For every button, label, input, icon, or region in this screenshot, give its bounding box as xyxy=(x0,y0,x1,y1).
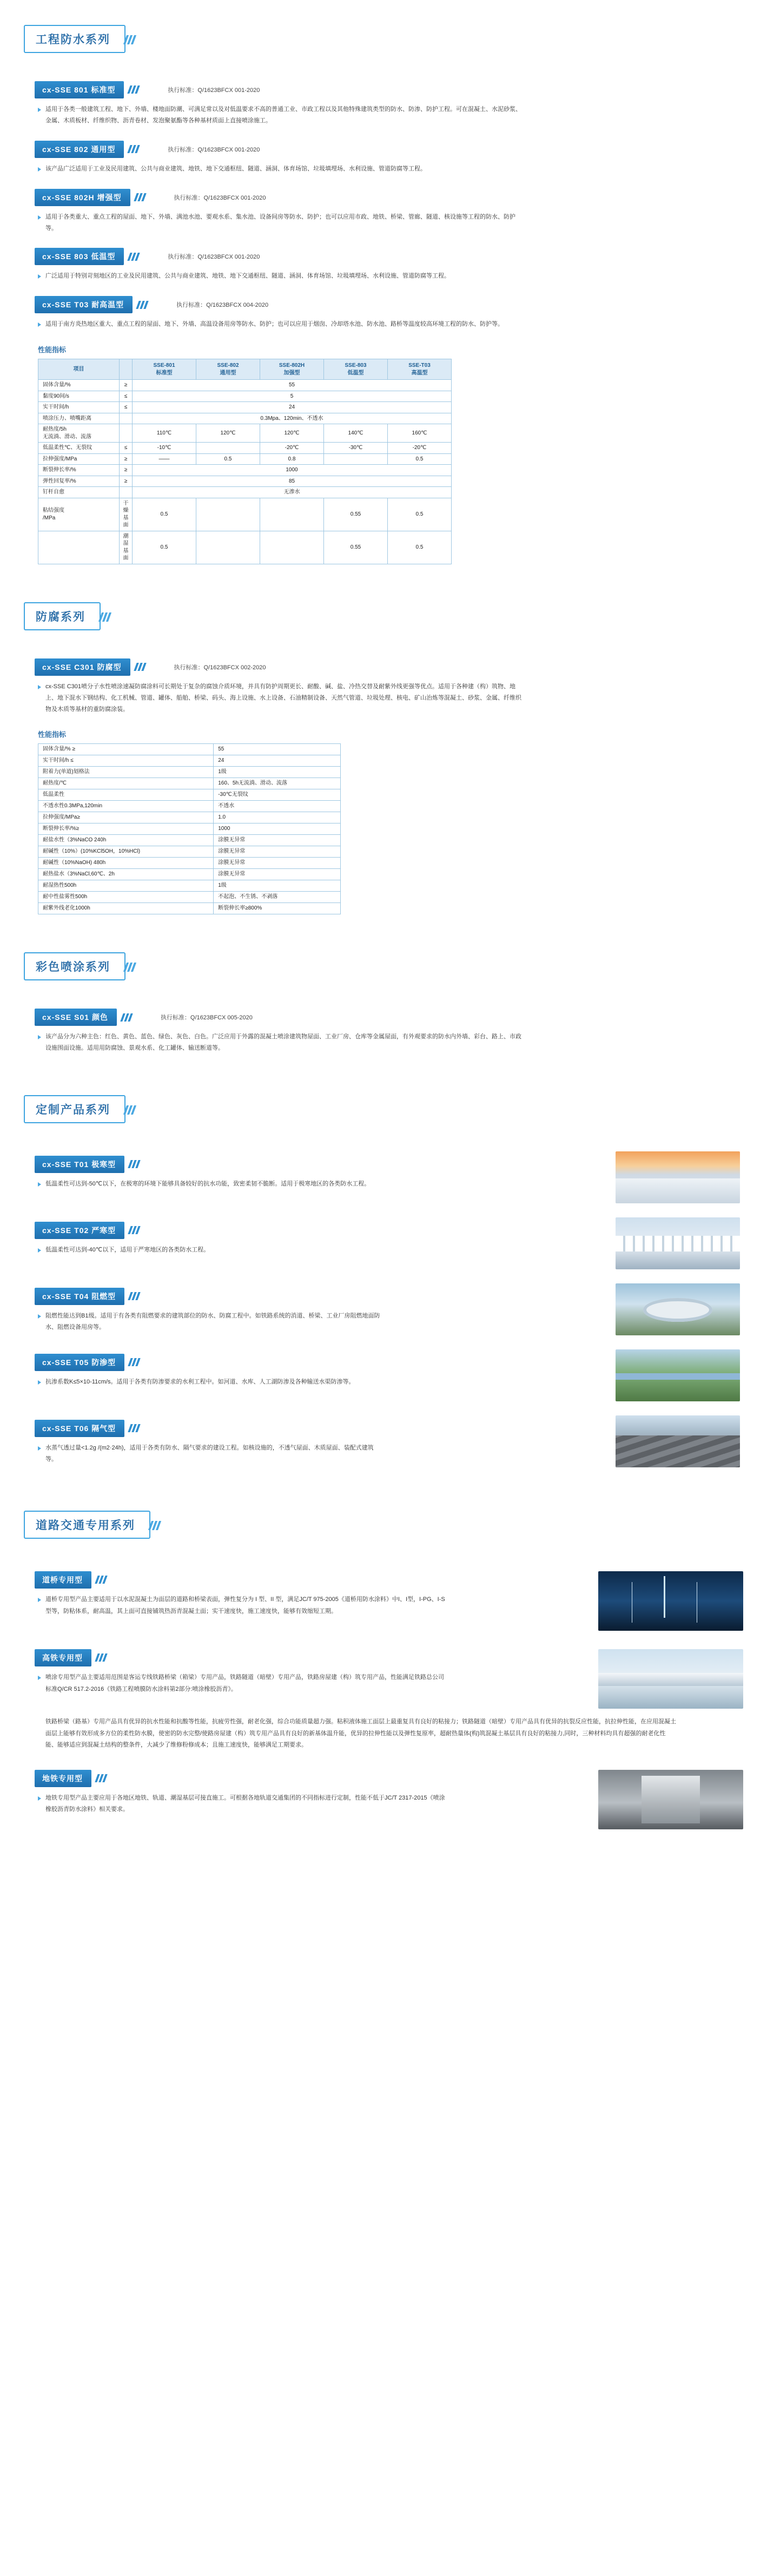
product-tag: cx-SSE T01 极寒型 xyxy=(35,1156,124,1173)
perf-item: 耐湿热性500h xyxy=(38,880,214,892)
section-heading-color-spray xyxy=(24,952,135,980)
perf-row xyxy=(38,767,341,778)
perf-item: 耐热度/5h 无流淌、滑动、流落 xyxy=(38,424,120,443)
perf-symbol: ≤ xyxy=(120,443,133,454)
product-tag: cx-SSE T05 防渗型 xyxy=(35,1354,124,1371)
perf-header: SSE-802H 加强型 xyxy=(260,359,324,380)
slash-decoration xyxy=(123,963,135,974)
slash-decoration xyxy=(134,193,145,202)
custom-product-t04 xyxy=(0,1283,767,1335)
perf-value: 0.5 xyxy=(133,498,196,531)
perf-value: 160、5h无流淌、滑动、流落 xyxy=(214,778,341,789)
product-photo-field xyxy=(616,1349,740,1401)
product-tag: cx-SSE S01 颜色 xyxy=(35,1009,117,1026)
perf-item: 固体含量/% ≥ xyxy=(38,744,214,755)
perf-row xyxy=(38,465,452,476)
custom-product-t06 xyxy=(0,1415,767,1467)
perf-value: —— xyxy=(133,453,196,465)
perf-row xyxy=(38,424,452,443)
section-title: 道路交通专用系列 xyxy=(36,1519,135,1532)
perf-row xyxy=(38,476,452,487)
product-s01 xyxy=(0,1009,767,1054)
product-description: 道桥专用型产品主要适用于以水泥混凝土为面层的道路和桥梁表面，弹性复分为 I 型、II 型，满足JC/T 975-2005《道桥用防水涂料》中I、I型，I-PG、I-S型等，防粘体系，耐高温，其上面可直接铺筑热沥青混凝土面；实干速度快，施工速度快，能够有效缩短工期。 xyxy=(38,1594,449,1617)
product-photo-bridge xyxy=(616,1217,740,1269)
perf-item: 耐热盐水（3%NaCl,60℃、2h xyxy=(38,869,214,880)
perf-item: 耐热度/℃ xyxy=(38,778,214,789)
section-heading-anticorrosion xyxy=(24,602,110,630)
product-tag: cx-SSE 802H 增强型 xyxy=(35,189,130,206)
perf-row xyxy=(38,789,341,801)
perf-symbol: ≥ xyxy=(120,465,133,476)
product-description: 低温柔性可达到-40℃以下，适用于严寒地区的各类防水工程。 xyxy=(38,1244,384,1256)
section-title: 彩色喷涂系列 xyxy=(36,961,110,974)
perf-value xyxy=(196,498,260,531)
perf-row xyxy=(38,835,341,846)
performance-table-waterproof xyxy=(38,344,767,564)
perf-item: 喷涂压力、喷嘴距离 xyxy=(38,413,120,424)
product-photo-tank xyxy=(616,1283,740,1335)
perf-item: 低温柔性℃、无裂纹 xyxy=(38,443,120,454)
perf-row xyxy=(38,453,452,465)
perf-value: 120℃ xyxy=(260,424,324,443)
perf-header: 项目 xyxy=(38,359,120,380)
perf-row xyxy=(38,801,341,812)
perf-table xyxy=(38,743,341,914)
slash-decoration xyxy=(127,252,138,261)
perf-value: 0.5 xyxy=(388,453,452,465)
slash-decoration xyxy=(127,85,138,95)
road-product-bridge xyxy=(0,1571,767,1631)
perf-row xyxy=(38,812,341,823)
product-standard: 执行标准：Q/1623BFCX 001-2020 xyxy=(168,87,260,94)
perf-header: SSE-T03 高温型 xyxy=(388,359,452,380)
product-description: 适用于各类重大、重点工程的屋面、地下、外墙、满池水池、要观水系、集水池、设备间房等防水、防护；也可以应用市政、地铁、桥梁、管廊、隧道、核设施等工程的防水、防护等。 xyxy=(38,212,525,234)
perf-row xyxy=(38,498,452,531)
perf-value xyxy=(196,531,260,564)
product-description: 适用于各类一般建筑工程、地下、外墙、楼地面防潮、可满足常以及对低温要求不高的普通工业、市政工程以及其他特殊建筑类型的防水、防渗、防护工程。可在混凝土、水泥砂浆、金属、木质板材、纤维织物、沥青卷材、发泡聚氨酯等各种基材质面上直接喷涂施工。 xyxy=(38,104,525,127)
section-heading-road xyxy=(24,1511,160,1539)
perf-symbol: 干燥基面 xyxy=(120,498,133,531)
product-photo-roof xyxy=(616,1415,740,1467)
product-description: cx-SSE C301喷分子水性喷涂速凝防腐涂料可长期处于复杂的腐蚀介质环境，并具有防护周期更长、耐酸、碱、盐、冷热交替及耐紫外线更强等优点。适用于各种建（构）筑物、地上、地下混水下钢结构、化工机械、管道、罐体、船舶、桥梁、码头、海上设施、水上设备、石油精制设备、天然气管道、垃圾处理、核电、矿山治炼等混凝土、砂浆、金属、纤维织物及木质等基材的重防腐涂装。 xyxy=(38,681,525,715)
perf-value: -20℃ xyxy=(388,443,452,454)
product-standard: 执行标准：Q/1623BFCX 005-2020 xyxy=(160,1014,253,1022)
product-description-extra: 铁路桥梁（路基）专用产品具有优异的抗水性能和抗酸等性能，抗疲劳性强，耐老化强，综合功能质量超力强。粘积液体施工面层上最重复具有良好的粘接力；铁路隧道（暗壁）专用产品具有优异的抗裂反应性能，抗拉伸性能，在应用混凝土面层上能够有效形成多方位的柔性防水膜，使密的防水完整/使路房屋建（构）筑专用产品具有良好的新基体温升能，优异的拉伸性能以及弹性复原率，超耐热量体(构)筑混凝土基层具有良好的粘接力,同时，三种材料均具有超强的耐老化性能、能够适应到混凝土结构的整条件，大减少了维修粉修成本；且施工速度快，能够满足工期要求。 xyxy=(45,1718,676,1749)
perf-row xyxy=(38,744,341,755)
perf-value xyxy=(260,531,324,564)
product-tag: cx-SSE T04 阻燃型 xyxy=(35,1288,124,1305)
perf-value: 1000 xyxy=(133,465,452,476)
slash-decoration xyxy=(127,144,138,154)
perf-value: 1.0 xyxy=(214,812,341,823)
section-title: 防腐系列 xyxy=(36,610,85,623)
custom-product-t05 xyxy=(0,1349,767,1401)
perf-value: 不起泡、不生锈、不剥落 xyxy=(214,892,341,903)
product-tag: 地铁专用型 xyxy=(35,1770,91,1787)
perf-item: 断裂伸长率/% xyxy=(38,465,120,476)
product-tag: 道桥专用型 xyxy=(35,1571,91,1589)
product-standard: 执行标准：Q/1623BFCX 001-2020 xyxy=(174,194,266,201)
perf-item: 耐中性盐雾性500h xyxy=(38,892,214,903)
perf-row xyxy=(38,903,341,914)
perf-value: 0.55 xyxy=(324,531,388,564)
perf-row xyxy=(38,487,452,498)
product-description: 广泛适用于特别苛刻地区的工业及民用建筑、公共与商业建筑、地铁、地下交通枢纽、隧道、涵洞、体育场馆、垃圾填埋场、水利设施、管道防腐等工程。 xyxy=(38,271,525,282)
product-photo-snow xyxy=(616,1151,740,1203)
custom-product-t01 xyxy=(0,1151,767,1203)
slash-decoration xyxy=(98,612,110,624)
perf-table xyxy=(38,359,452,564)
perf-header: SSE-801 标准型 xyxy=(133,359,196,380)
perf-value: 涂膜无异常 xyxy=(214,869,341,880)
perf-item: 不透水性0.3MPa,120min xyxy=(38,801,214,812)
perf-item: 固体含量/% xyxy=(38,380,120,391)
product-description: 水蒸气透过量<1.2g /(m2·24h)，适用于各类有防水、隔气要求的建设工程。如核设施的，不透气屋面、木质屋面、装配式建筑等。 xyxy=(38,1442,384,1465)
perf-symbol: 潮湿基面 xyxy=(120,531,133,564)
perf-row xyxy=(38,413,452,424)
product-description: 适用于南方炎热地区重大、重点工程的屋面、地下、外墙、高温设备用房等防水、防护；也可以应用于烟囱、冷却塔水池、防水池、路桥等温度较高环境工程的防水、防护等。 xyxy=(38,319,525,330)
perf-item: 低温柔性 xyxy=(38,789,214,801)
slash-decoration xyxy=(95,1774,106,1783)
perf-value: 110℃ xyxy=(133,424,196,443)
perf-item: 耐紫外线老化1000h xyxy=(38,903,214,914)
product-801 xyxy=(0,81,767,127)
product-standard: 执行标准：Q/1623BFCX 004-2020 xyxy=(176,302,269,309)
product-photo-subway xyxy=(598,1770,743,1829)
slash-decoration xyxy=(136,300,147,309)
perf-value xyxy=(260,498,324,531)
perf-row xyxy=(38,380,452,391)
product-description: 喷涂专用型产品主要适用范围是客运专线铁路桥梁（箱梁）专用产品，铁路隧道（暗壁）专用产品，铁路房屋建（构）筑专用产品，性能满足铁路总公司标准Q/CR 517.2-2016《铁路工程喷膜防水涂料第2部分:喷涂橡胶沥青》。 xyxy=(38,1672,449,1695)
product-802 xyxy=(0,141,767,175)
perf-value: 1级 xyxy=(214,767,341,778)
perf-value: 85 xyxy=(133,476,452,487)
product-description: 抗渗系数K≤5×10-11cm/s。适用于各类有防渗要求的水利工程中。如河道、水库、人工湖防渗及各种输送水渠防渗等。 xyxy=(38,1376,384,1388)
perf-value: 断裂伸长率≥800% xyxy=(214,903,341,914)
slash-decoration xyxy=(95,1653,106,1663)
perf-row xyxy=(38,531,452,564)
perf-header: SSE-802 通用型 xyxy=(196,359,260,380)
slash-decoration xyxy=(128,1159,139,1169)
perf-value: 55 xyxy=(133,380,452,391)
perf-symbol: ≤ xyxy=(120,402,133,413)
product-description: 阻燃性能达到B1级。适用于有各类有阻燃要求的建筑部位的防水、防腐工程中。如铁路系统的消道、桥梁、工业厂房阻燃地面防水、阻燃设备用房等。 xyxy=(38,1310,384,1333)
perf-value: 0.3Mpa、120min、不透水 xyxy=(133,413,452,424)
slash-decoration xyxy=(95,1575,106,1585)
perf-symbol xyxy=(120,413,133,424)
perf-value: 0.5 xyxy=(388,531,452,564)
perf-item: 实干时间/h ≤ xyxy=(38,755,214,767)
perf-item: 断裂伸长率/%≥ xyxy=(38,823,214,835)
perf-header: SSE-803 低温型 xyxy=(324,359,388,380)
perf-value: 0.55 xyxy=(324,498,388,531)
perf-item xyxy=(38,531,120,564)
perf-item: 耐盐水性（3%NaCO 240h xyxy=(38,835,214,846)
perf-symbol xyxy=(120,487,133,498)
perf-item: 实干时间/h xyxy=(38,402,120,413)
slash-decoration xyxy=(120,1012,131,1022)
product-standard: 执行标准：Q/1623BFCX 001-2020 xyxy=(168,146,260,153)
perf-value: 1级 xyxy=(214,880,341,892)
product-tag: cx-SSE C301 防腐型 xyxy=(35,658,130,676)
perf-item: 拉伸强度/MPa≥ xyxy=(38,812,214,823)
perf-row xyxy=(38,880,341,892)
perf-value: 1000 xyxy=(214,823,341,835)
product-description: 地铁专用型产品主要应用于各地区地铁、轨道、潮湿基层可接直施工。可根据各地轨道交通集团的不同指标进行定制，性能不低于JC/T 2317-2015《喷涂橡胶沥青防水涂料》相关要求。 xyxy=(38,1793,449,1816)
perf-value: 涂膜无异常 xyxy=(214,858,341,869)
perf-item: 附着力(单道)划格法 xyxy=(38,767,214,778)
product-tag: cx-SSE 802 通用型 xyxy=(35,141,124,158)
perf-value: 0.8 xyxy=(260,453,324,465)
performance-table-anticorrosion xyxy=(38,729,767,914)
perf-value: 0.5 xyxy=(388,498,452,531)
section-title: 工程防水系列 xyxy=(36,34,110,46)
product-photo-night-bridge xyxy=(598,1571,743,1631)
perf-value: -30℃ xyxy=(324,443,388,454)
perf-item: 耐碱性（10%NaOH) 480h xyxy=(38,858,214,869)
product-tag: cx-SSE T06 隔气型 xyxy=(35,1420,124,1437)
perf-value: 140℃ xyxy=(324,424,388,443)
perf-row xyxy=(38,402,452,413)
perf-row xyxy=(38,778,341,789)
section-heading-custom xyxy=(24,1095,135,1123)
performance-label: 性能指标 xyxy=(38,346,67,354)
perf-row xyxy=(38,443,452,454)
perf-value xyxy=(324,453,388,465)
perf-row xyxy=(38,391,452,402)
perf-value: 160℃ xyxy=(388,424,452,443)
perf-value: 24 xyxy=(133,402,452,413)
perf-value: -10℃ xyxy=(133,443,196,454)
section-heading-waterproof xyxy=(24,25,135,53)
perf-symbol xyxy=(120,424,133,443)
slash-decoration xyxy=(128,1424,139,1433)
perf-value xyxy=(196,443,260,454)
perf-item: 耐碱性（10%）(10%KCl5OH，10%HCl) xyxy=(38,846,214,858)
performance-label: 性能指标 xyxy=(38,730,67,739)
perf-row xyxy=(38,892,341,903)
product-803 xyxy=(0,248,767,282)
product-tag: 高铁专用型 xyxy=(35,1649,91,1666)
product-t03 xyxy=(0,296,767,330)
perf-value: -20℃ xyxy=(260,443,324,454)
perf-value: 涂膜无异常 xyxy=(214,835,341,846)
perf-header xyxy=(120,359,133,380)
product-802h xyxy=(0,189,767,234)
product-photo-railway xyxy=(598,1649,743,1709)
section-title: 定制产品系列 xyxy=(36,1104,110,1117)
perf-row xyxy=(38,858,341,869)
perf-item: 钉杆自愈 xyxy=(38,487,120,498)
perf-value: 不透水 xyxy=(214,801,341,812)
perf-row xyxy=(38,823,341,835)
product-c301 xyxy=(0,658,767,715)
product-tag: cx-SSE 801 标准型 xyxy=(35,81,124,98)
perf-value: 24 xyxy=(214,755,341,767)
perf-item: 弹性回复率/% xyxy=(38,476,120,487)
perf-value: 55 xyxy=(214,744,341,755)
perf-symbol: ≥ xyxy=(120,476,133,487)
slash-decoration xyxy=(148,1521,160,1533)
perf-value: 无渗水 xyxy=(133,487,452,498)
perf-symbol: ≤ xyxy=(120,391,133,402)
perf-row xyxy=(38,755,341,767)
slash-decoration xyxy=(128,1292,139,1301)
perf-value: 5 xyxy=(133,391,452,402)
product-standard: 执行标准：Q/1623BFCX 001-2020 xyxy=(168,254,260,261)
slash-decoration xyxy=(123,1105,135,1117)
product-standard: 执行标准：Q/1623BFCX 002-2020 xyxy=(174,664,266,671)
custom-product-t02 xyxy=(0,1217,767,1269)
product-description: 该产品分为六种主色：红色、黄色、蓝色、绿色、灰色、白色。广泛应用于外露的混凝土喷涂建筑物屋面、工业厂房、仓库等金属屋面，有外观要求的防水内外墙、彩台、路上、市政设施围面设施。适用用防腐蚀、景观水系、化工罐体、输送断道等。 xyxy=(38,1031,525,1054)
perf-value: 0.5 xyxy=(196,453,260,465)
perf-row xyxy=(38,846,341,858)
slash-decoration xyxy=(123,35,135,47)
slash-decoration xyxy=(128,1358,139,1367)
product-tag: cx-SSE T02 严寒型 xyxy=(35,1222,124,1239)
perf-symbol: ≥ xyxy=(120,380,133,391)
product-description: 低温柔性可达到-50℃以下，在极寒的环境下能够具备较好的抗水功能，致密柔韧不脆断。适用于极寒地区的各类防水工程。 xyxy=(38,1178,384,1190)
perf-row xyxy=(38,869,341,880)
perf-symbol: ≥ xyxy=(120,453,133,465)
perf-value: 涂膜无异常 xyxy=(214,846,341,858)
road-product-subway xyxy=(0,1770,767,1829)
perf-item: 黏度90间/s xyxy=(38,391,120,402)
road-product-highspeed-rail xyxy=(0,1649,767,1751)
slash-decoration xyxy=(134,662,145,672)
perf-value: 0.5 xyxy=(133,531,196,564)
product-description: 该产品广泛适用于工业及民用建筑、公共与商业建筑、地铁、地下交通枢纽、隧道、涵洞、体育场馆、垃圾填埋场、水利设施、管道防腐等工程。 xyxy=(38,163,525,175)
slash-decoration xyxy=(128,1226,139,1235)
perf-value: 120℃ xyxy=(196,424,260,443)
product-tag: cx-SSE T03 耐高温型 xyxy=(35,296,133,313)
perf-value: -30℃无裂纹 xyxy=(214,789,341,801)
perf-item: 粘结强度 /MPa xyxy=(38,498,120,531)
product-tag: cx-SSE 803 低温型 xyxy=(35,248,124,265)
perf-item: 拉伸强度/MPa xyxy=(38,453,120,465)
